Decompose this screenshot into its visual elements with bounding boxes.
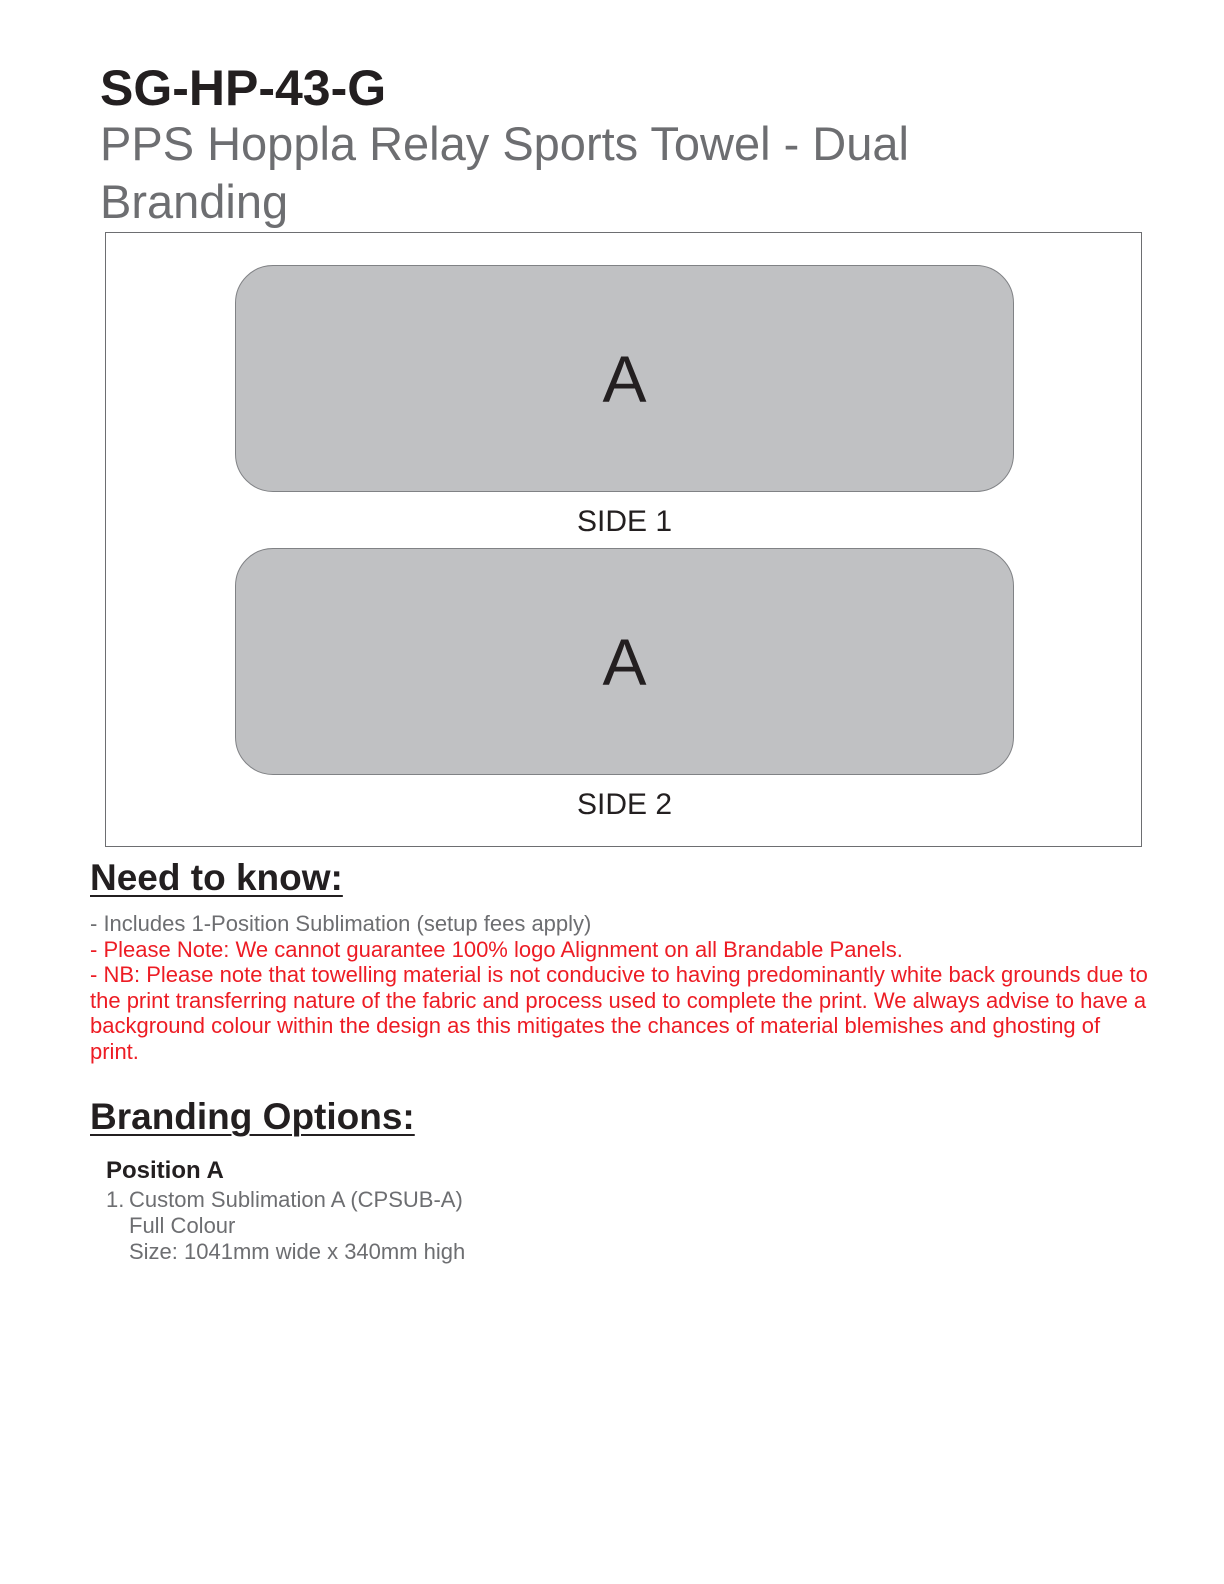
- print-panel-side-2: [235, 548, 1014, 775]
- side-1-label: SIDE 1: [576, 505, 673, 538]
- branding-options-heading: Branding Options:: [90, 1096, 415, 1137]
- product-code: SG-HP-43-G: [100, 60, 387, 116]
- option-number: 1.: [106, 1187, 125, 1212]
- print-panel-side-1: [235, 265, 1014, 492]
- option-colour: Full Colour: [129, 1213, 236, 1238]
- position-a-title: Position A: [106, 1157, 224, 1184]
- note-setup-fees: - Includes 1-Position Sublimation (setup fees apply): [90, 911, 592, 936]
- side-2-label: SIDE 2: [576, 788, 673, 821]
- need-to-know-heading: Need to know:: [90, 857, 343, 898]
- branding-option-item: [106, 1187, 465, 1213]
- note-towelling-material: - NB: Please note that towelling material is not conducive to having predominantly white back grounds due to the print transferring nature of the fabric and process used to complete the print. We always advise to have a background colour within the design as this mitigates the chances of material blemishes and ghosting of print.: [90, 962, 1148, 1064]
- option-name: Custom Sublimation A (CPSUB-A): [129, 1187, 463, 1212]
- note-alignment: - Please Note: We cannot guarantee 100% logo Alignment on all Brandable Panels.: [90, 936, 903, 962]
- branding-diagram: [105, 232, 1142, 847]
- product-name: PPS Hoppla Relay Sports Towel - Dual Branding: [100, 117, 909, 228]
- need-to-know-notes: [90, 911, 1150, 1064]
- panel-position-letter: A: [602, 624, 647, 699]
- branding-option-list: [106, 1187, 465, 1265]
- panel-position-letter: A: [602, 341, 647, 416]
- option-size: Size: 1041mm wide x 340mm high: [129, 1239, 466, 1264]
